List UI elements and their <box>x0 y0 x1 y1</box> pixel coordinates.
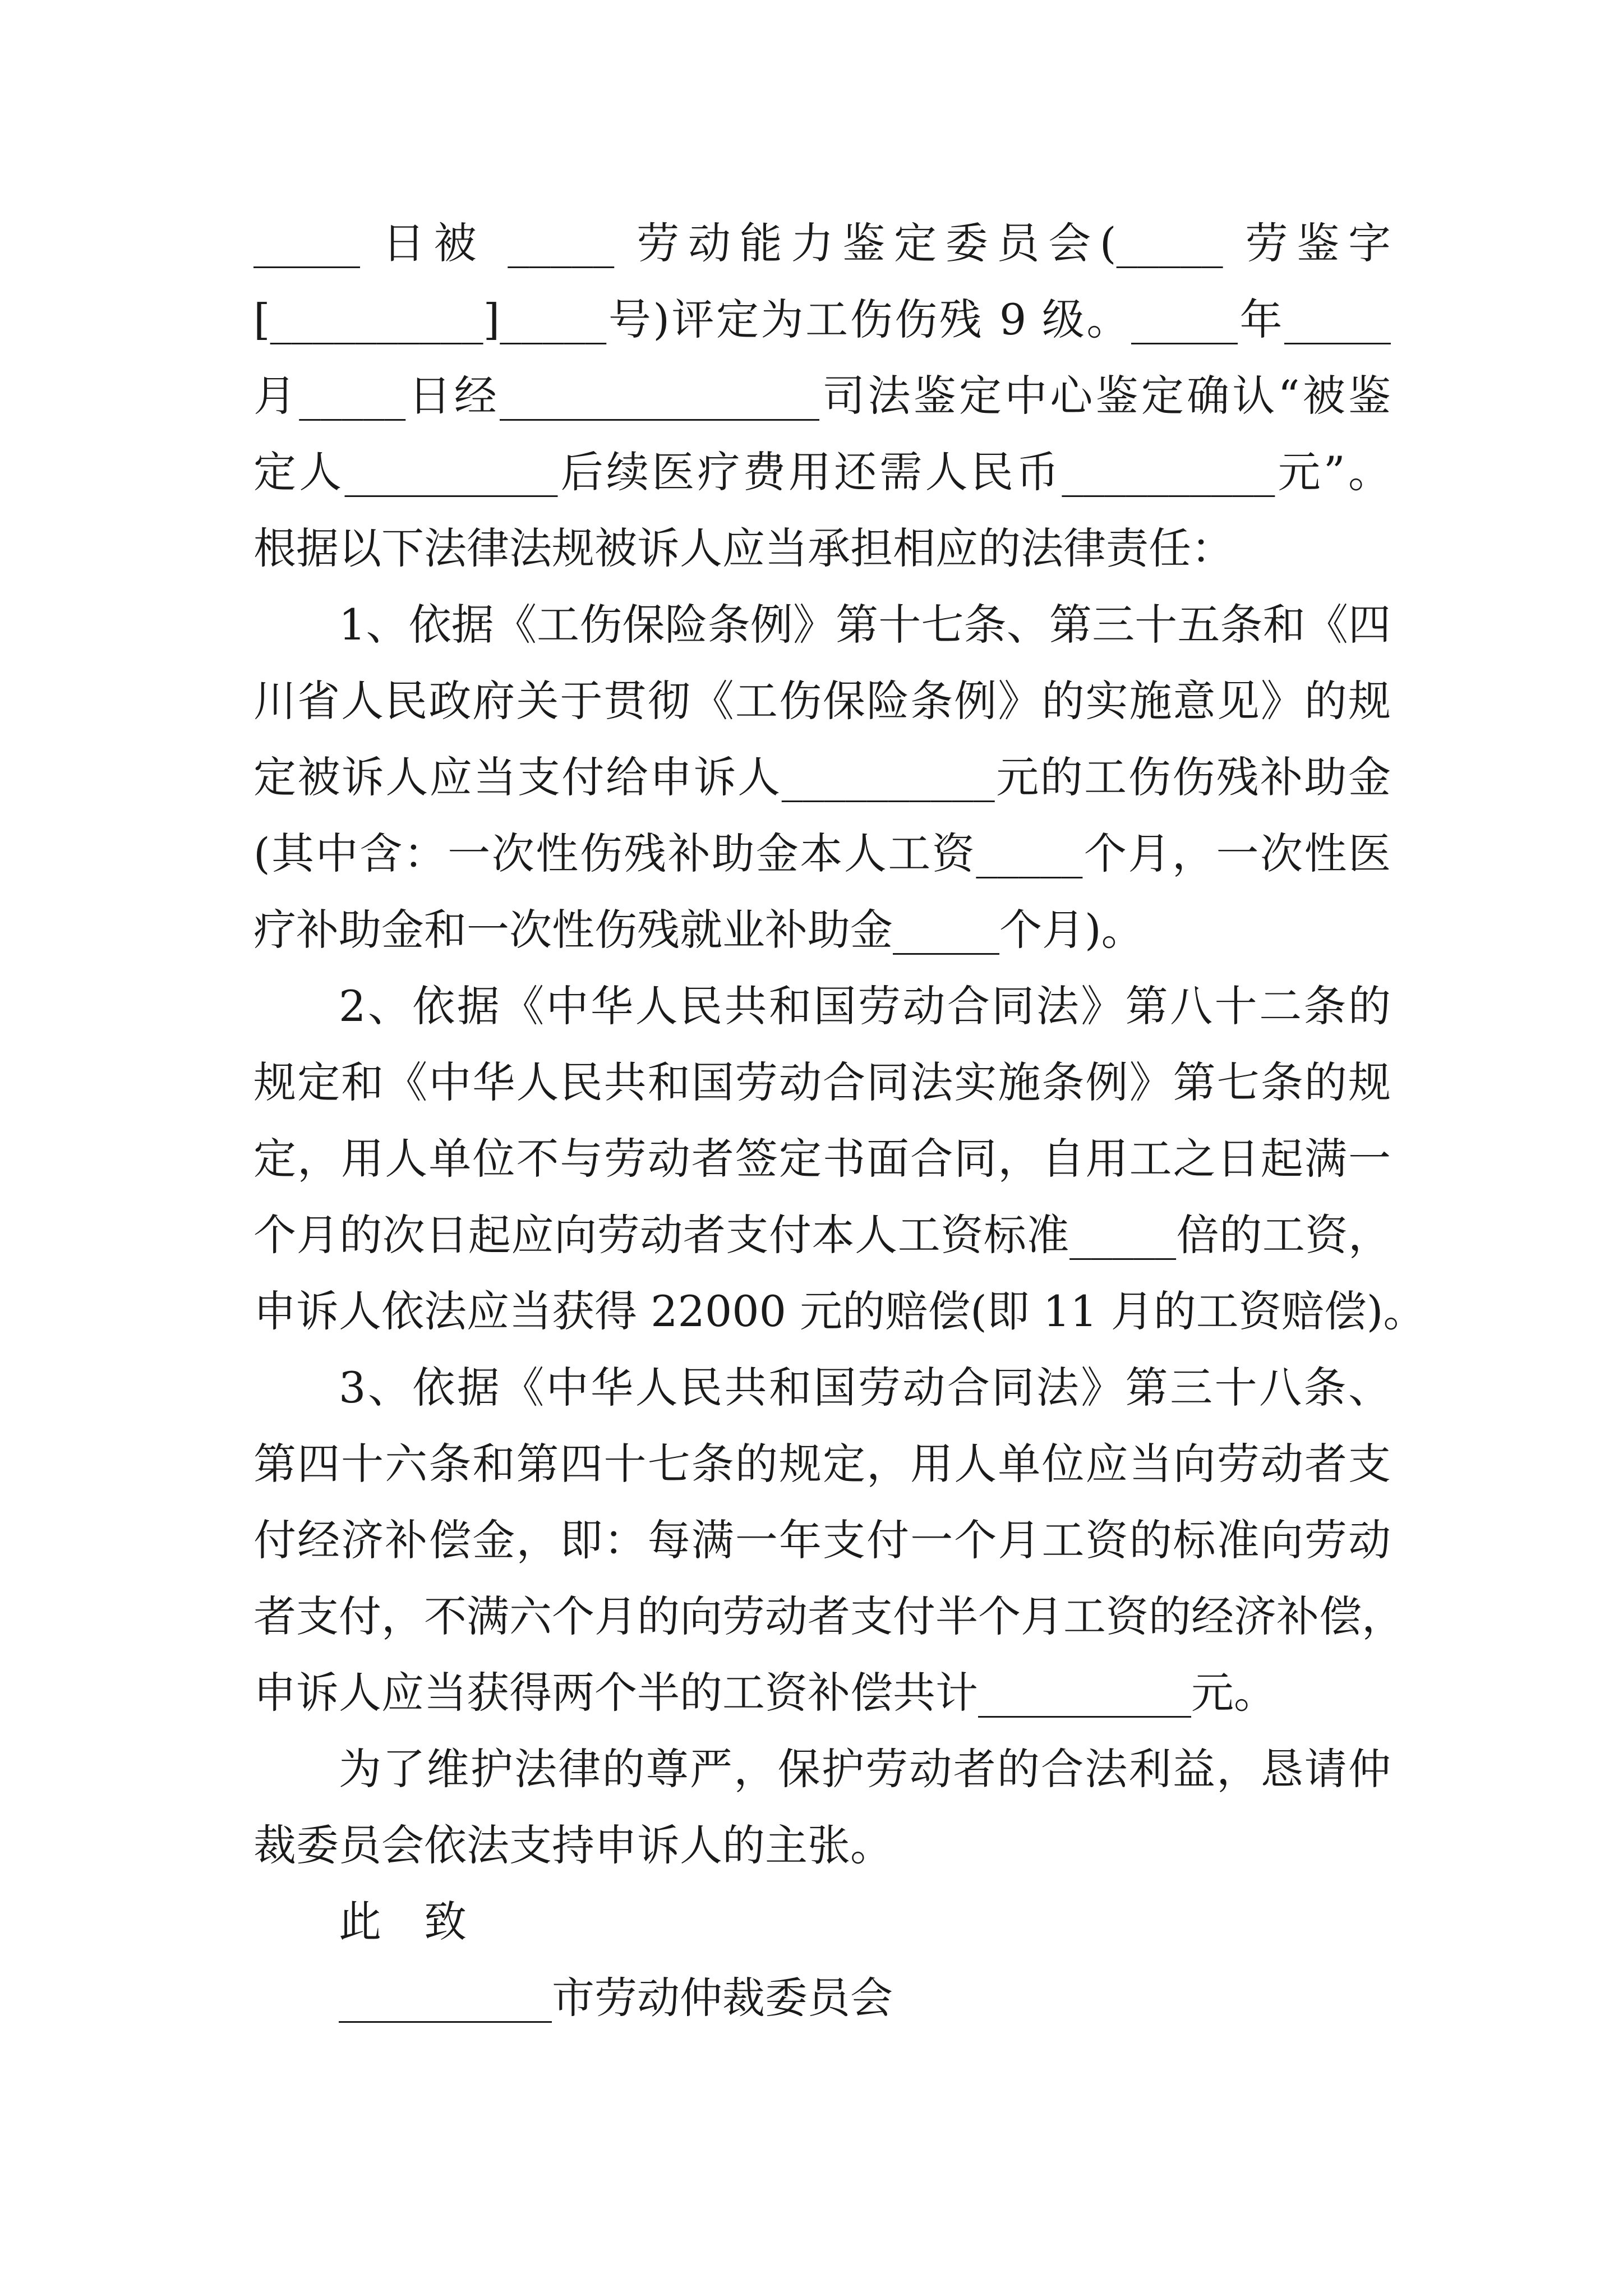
text-line-1: _____ 日被 _____ 劳动能力鉴定委员会(_____ 劳鉴字 <box>253 218 1391 268</box>
text-line-19: 者支付，不满六个月的向劳动者支付半个月工资的经济补偿， <box>253 1591 1404 1641</box>
text-line-5: 根据以下法律法规被诉人应当承担相应的法律责任： <box>253 523 1234 573</box>
text-line-16: 3、依据《中华人民共和国劳动合同法》第三十八条、 <box>339 1363 1391 1412</box>
text-line-7: 川省人民政府关于贯彻《工伤保险条例》的实施意见》的规 <box>253 676 1391 726</box>
text-line-17: 第四十六条和第四十七条的规定，用人单位应当向劳动者支 <box>253 1439 1391 1489</box>
text-line-12: 规定和《中华人民共和国劳动合同法实施条例》第七条的规 <box>253 1057 1391 1107</box>
closing-salutation: 此 致 <box>339 1897 467 1947</box>
text-line-11: 2、依据《中华人民共和国劳动合同法》第八十二条的 <box>339 981 1391 1031</box>
text-line-8: 定被诉人应当支付给申诉人__________元的工伤伤残补助金 <box>253 752 1391 802</box>
text-line-22: 裁委员会依法支持申诉人的主张。 <box>253 1820 893 1870</box>
text-line-9: (其中含：一次性伤残补助金本人工资_____个月，一次性医 <box>253 829 1391 878</box>
text-line-14: 个月的次日起应向劳动者支付本人工资标准_____倍的工资， <box>253 1210 1391 1260</box>
text-line-3: 月_____日经_______________司法鉴定中心鉴定确认“被鉴 <box>253 371 1391 421</box>
text-line-15: 申诉人依法应当获得 22000 元的赔偿(即 11 月的工资赔偿)。 <box>253 1286 1426 1336</box>
text-line-21: 为了维护法律的尊严，保护劳动者的合法利益，恳请仲 <box>339 1744 1391 1794</box>
text-line-18: 付经济补偿金，即：每满一年支付一个月工资的标准向劳动 <box>253 1515 1391 1565</box>
text-line-4: 定人__________后续医疗费用还需人民币__________元”。 <box>253 447 1391 497</box>
text-line-6: 1、依据《工伤保险条例》第十七条、第三十五条和《四 <box>339 600 1391 650</box>
text-line-10: 疗补助金和一次性伤残就业补助金_____个月)。 <box>253 905 1144 955</box>
text-line-13: 定，用人单位不与劳动者签定书面合同，自用工之日起满一 <box>253 1134 1391 1184</box>
text-line-2: [__________]_____号)评定为工伤伤残 9 级。_____年_____ <box>253 295 1391 344</box>
text-line-20: 申诉人应当获得两个半的工资补偿共计__________元。 <box>253 1668 1276 1718</box>
addressee-line: __________市劳动仲裁委员会 <box>339 1973 893 2023</box>
